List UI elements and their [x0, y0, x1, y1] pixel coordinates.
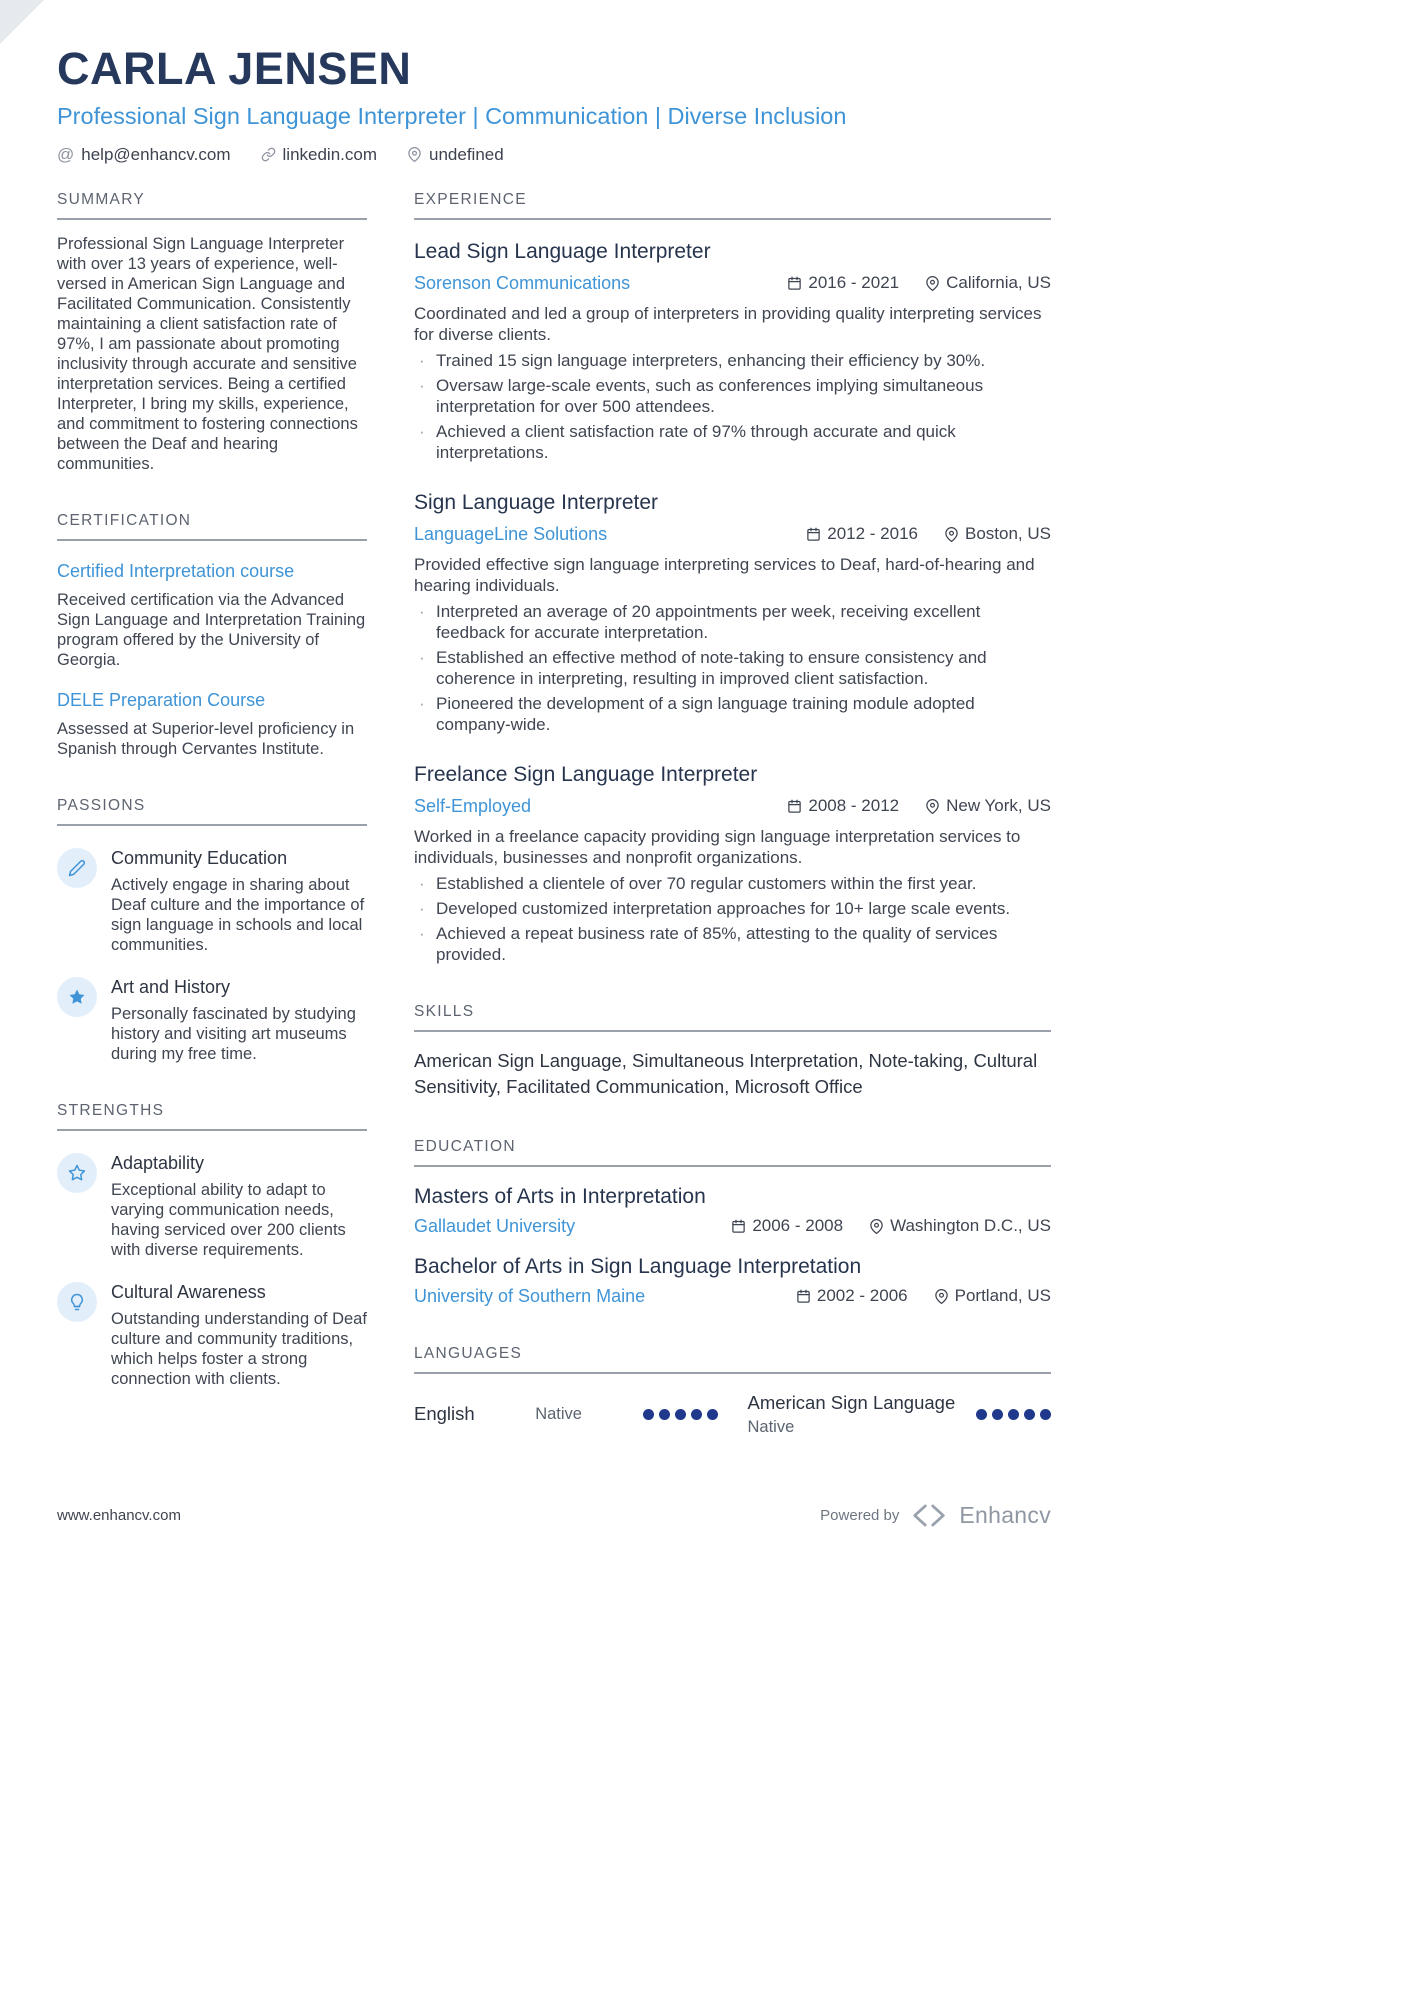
passions-section — [57, 797, 367, 1064]
bullet-text: Established a clientele of over 70 regular customers within the first year. — [436, 873, 977, 893]
proficiency-dots — [643, 1409, 718, 1420]
powered-by-label: Powered by — [820, 1507, 900, 1524]
bullet-text: Achieved a repeat business rate of 85%, attesting to the quality of services provided. — [436, 923, 998, 964]
lightbulb-icon — [68, 1293, 86, 1311]
resume-header — [57, 44, 1051, 165]
contact-email-text: help@enhancv.com — [81, 144, 231, 164]
passion-icon-circle — [57, 848, 97, 888]
bullet-text: Interpreted an average of 20 appointments per week, receiving excellent feedback for accurate interpretation. — [436, 601, 981, 642]
school-name: University of Southern Maine — [414, 1285, 646, 1306]
passion-body — [111, 848, 367, 955]
education-entry — [414, 1255, 1051, 1307]
language-level: Native — [535, 1404, 582, 1423]
bullet-item — [414, 923, 1051, 965]
company-name: LanguageLine Solutions — [414, 523, 608, 544]
bullet-item — [414, 898, 1051, 919]
company-name: Self-Employed — [414, 795, 532, 816]
bullet-marker: · — [419, 421, 425, 441]
calendar-icon — [787, 276, 802, 291]
job-dates-text: 2012 - 2016 — [827, 524, 918, 543]
education-location — [869, 1216, 1051, 1236]
proficiency-dot — [643, 1409, 654, 1420]
certification-title: Certified Interpretation course — [57, 560, 295, 581]
passion-title: Community Education — [111, 847, 288, 868]
bullet-item — [414, 601, 1051, 643]
passion-body — [111, 977, 367, 1064]
education-meta — [731, 1216, 1051, 1236]
job-summary: Provided effective sign language interpreting services to Deaf, hard-of-hearing and hearing individuals. — [414, 554, 1035, 595]
email-icon: @ — [57, 145, 75, 164]
language-name: American Sign Language — [747, 1391, 956, 1413]
job-meta-row — [414, 796, 1051, 817]
job-meta — [787, 273, 1051, 293]
contact-linkedin-text: linkedin.com — [282, 144, 378, 164]
passion-item — [57, 848, 367, 955]
strength-item — [57, 1153, 367, 1260]
education-entry — [414, 1185, 1051, 1237]
education-location-text: Portland, US — [954, 1286, 1051, 1305]
location-icon — [934, 1289, 949, 1304]
strength-description: Exceptional ability to adapt to varying communication needs, having serviced over 200 clients with diverse requirements. — [111, 1180, 346, 1259]
proficiency-dot — [992, 1409, 1003, 1420]
powered-by-group[interactable] — [820, 1502, 1051, 1529]
calendar-icon — [787, 799, 802, 814]
bullet-marker: · — [419, 873, 425, 893]
passion-description: Actively engage in sharing about Deaf culture and the importance of sign language in schools and local communities. — [111, 875, 365, 954]
contact-location-text: undefined — [429, 144, 504, 164]
link-icon — [261, 147, 276, 162]
bullet-marker: · — [419, 647, 425, 667]
skills-heading: SKILLS — [414, 1003, 1051, 1032]
contact-email[interactable] — [57, 145, 231, 165]
experience-entry — [414, 763, 1051, 965]
bullet-item — [414, 693, 1051, 735]
job-dates — [806, 524, 918, 544]
summary-heading: SUMMARY — [57, 191, 367, 220]
location-icon — [869, 1219, 884, 1234]
bullet-text: Oversaw large-scale events, such as conferences implying simultaneous interpretation for over 500 attendees. — [436, 375, 984, 416]
bullet-marker: · — [419, 898, 425, 918]
location-icon — [944, 527, 959, 542]
experience-entry — [414, 491, 1051, 735]
strength-item — [57, 1282, 367, 1389]
proficiency-dot — [659, 1409, 670, 1420]
education-section — [414, 1138, 1051, 1307]
passion-title: Art and History — [111, 976, 231, 997]
degree-title: Bachelor of Arts in Sign Language Interpretation — [414, 1254, 862, 1278]
bullet-text: Trained 15 sign language interpreters, enhancing their efficiency by 30%. — [436, 350, 986, 370]
passions-heading: PASSIONS — [57, 797, 367, 826]
location-icon — [407, 147, 422, 162]
calendar-icon — [806, 527, 821, 542]
job-meta-row — [414, 524, 1051, 545]
enhancv-logo-icon — [910, 1503, 948, 1528]
candidate-headline: Professional Sign Language Interpreter | Communication | Diverse Inclusion — [57, 102, 847, 129]
education-meta-row — [414, 1286, 1051, 1307]
bullet-text: Achieved a client satisfaction rate of 97% through accurate and quick interpretations. — [436, 421, 956, 462]
summary-text: Professional Sign Language Interpreter with over 13 years of experience, well-versed in American Sign Language and Facilitated Communication. Consistently maintaining a client satisfaction rate of 97%, I am passionate about promoting inclusivity through accurate and sensitive interpretation services. Being a certified Interpreter, I bring my skills, experience, and commitment to fostering connections between the Deaf and hearing communities. — [57, 234, 358, 473]
language-level: Native — [747, 1417, 795, 1436]
job-location-text: Boston, US — [965, 524, 1051, 543]
skills-section — [414, 1003, 1051, 1100]
certification-item — [57, 561, 367, 670]
passion-icon-circle — [57, 977, 97, 1017]
skills-list: American Sign Language, Simultaneous Interpretation, Note-taking, Cultural Sensitivity, Facilitated Communication, Microsoft Office — [414, 1049, 1038, 1097]
bullet-item — [414, 647, 1051, 689]
language-item — [748, 1392, 1052, 1437]
bullet-marker: · — [419, 375, 425, 395]
education-meta — [796, 1286, 1051, 1306]
degree-title: Masters of Arts in Interpretation — [414, 1184, 706, 1208]
job-summary: Worked in a freelance capacity providing sign language interpretation services to individuals, businesses and nonprofit organizations. — [414, 826, 1021, 867]
passion-item — [57, 977, 367, 1064]
bullet-item — [414, 350, 1051, 371]
pen-icon — [68, 859, 86, 877]
languages-heading: LANGUAGES — [414, 1345, 1051, 1374]
calendar-icon — [796, 1289, 811, 1304]
strength-title: Cultural Awareness — [111, 1281, 266, 1302]
proficiency-dot — [707, 1409, 718, 1420]
proficiency-dot — [1008, 1409, 1019, 1420]
school-name: Gallaudet University — [414, 1215, 576, 1236]
certification-description: Received certification via the Advanced Sign Language and Interpretation Training program offered by the University of Georgia. — [57, 590, 366, 669]
contact-row — [57, 145, 1051, 165]
certification-item — [57, 690, 367, 759]
strengths-section — [57, 1102, 367, 1389]
job-dates-text: 2008 - 2012 — [808, 796, 900, 815]
company-name: Sorenson Communications — [414, 272, 631, 293]
location-icon — [925, 276, 940, 291]
contact-location — [407, 145, 504, 165]
proficiency-dot — [675, 1409, 686, 1420]
job-meta-row — [414, 273, 1051, 294]
passion-description: Personally fascinated by studying history and visiting art museums during my free time. — [111, 1004, 356, 1063]
experience-section — [414, 191, 1051, 965]
job-location-text: New York, US — [946, 796, 1051, 815]
experience-heading: EXPERIENCE — [414, 191, 1051, 220]
education-dates — [731, 1216, 843, 1236]
star-outline-icon — [68, 1164, 86, 1182]
proficiency-dots — [976, 1409, 1051, 1420]
strength-icon-circle — [57, 1153, 97, 1193]
right-column — [414, 191, 1051, 1437]
job-location — [944, 524, 1051, 544]
footer-website-link[interactable]: www.enhancv.com — [57, 1507, 181, 1524]
job-summary: Coordinated and led a group of interpreters in providing quality interpreting services for diverse clients. — [414, 303, 1042, 344]
education-dates — [796, 1286, 908, 1306]
left-column — [57, 191, 367, 1437]
proficiency-dot — [1040, 1409, 1051, 1420]
experience-entry — [414, 240, 1051, 463]
contact-linkedin[interactable] — [261, 145, 378, 165]
job-meta — [787, 796, 1051, 816]
certification-section — [57, 512, 367, 759]
bullet-item — [414, 421, 1051, 463]
resume-content — [57, 44, 1051, 1437]
resume-columns — [57, 191, 1051, 1437]
job-title: Freelance Sign Language Interpreter — [414, 762, 758, 786]
enhancv-brand-text: Enhancv — [959, 1502, 1051, 1528]
calendar-icon — [731, 1219, 746, 1234]
bullet-item — [414, 873, 1051, 894]
education-location-text: Washington D.C., US — [890, 1216, 1051, 1235]
certification-heading: CERTIFICATION — [57, 512, 367, 541]
strength-body — [111, 1282, 367, 1389]
strengths-heading: STRENGTHS — [57, 1102, 367, 1131]
star-icon — [68, 988, 86, 1006]
candidate-name: CARLA JENSEN — [57, 43, 412, 94]
summary-section — [57, 191, 367, 474]
bullet-marker: · — [419, 350, 425, 370]
proficiency-dot — [691, 1409, 702, 1420]
education-dates-text: 2006 - 2008 — [752, 1216, 844, 1235]
bullet-marker: · — [419, 923, 425, 943]
strength-icon-circle — [57, 1282, 97, 1322]
job-location — [925, 273, 1051, 293]
bullet-item — [414, 375, 1051, 417]
job-meta — [806, 524, 1051, 544]
job-location-text: California, US — [946, 273, 1051, 292]
certification-description: Assessed at Superior-level proficiency in Spanish through Cervantes Institute. — [57, 719, 355, 758]
languages-section — [414, 1345, 1051, 1437]
education-meta-row — [414, 1216, 1051, 1237]
certification-title: DELE Preparation Course — [57, 689, 266, 710]
language-item — [414, 1392, 718, 1437]
location-icon — [925, 799, 940, 814]
bullet-text: Developed customized interpretation approaches for 10+ large scale events. — [436, 898, 1011, 918]
job-bullets — [414, 873, 1051, 965]
strength-body — [111, 1153, 367, 1260]
languages-grid — [414, 1392, 1051, 1437]
proficiency-dot — [976, 1409, 987, 1420]
bullet-marker: · — [419, 693, 425, 713]
job-bullets — [414, 601, 1051, 735]
language-name: English — [414, 1403, 475, 1424]
strength-title: Adaptability — [111, 1152, 205, 1173]
bullet-text: Established an effective method of note-taking to ensure consistency and coherence in interpreting, resulting in improved client satisfaction. — [436, 647, 987, 688]
education-heading: EDUCATION — [414, 1138, 1051, 1167]
education-location — [934, 1286, 1051, 1306]
strength-description: Outstanding understanding of Deaf culture and community traditions, which helps foster a strong connection with clients. — [111, 1309, 367, 1388]
language-name-level — [748, 1392, 956, 1437]
job-title: Sign Language Interpreter — [414, 490, 659, 514]
education-dates-text: 2002 - 2006 — [816, 1286, 908, 1305]
bullet-marker: · — [419, 601, 425, 621]
page-footer — [57, 1502, 1051, 1529]
job-title: Lead Sign Language Interpreter — [414, 239, 711, 263]
job-dates — [787, 273, 899, 293]
job-dates — [787, 796, 899, 816]
bullet-text: Pioneered the development of a sign language training module adopted company-wide. — [436, 693, 975, 734]
job-location — [925, 796, 1051, 816]
page-corner-decoration — [0, 0, 44, 44]
job-bullets — [414, 350, 1051, 463]
job-dates-text: 2016 - 2021 — [808, 273, 900, 292]
proficiency-dot — [1024, 1409, 1035, 1420]
